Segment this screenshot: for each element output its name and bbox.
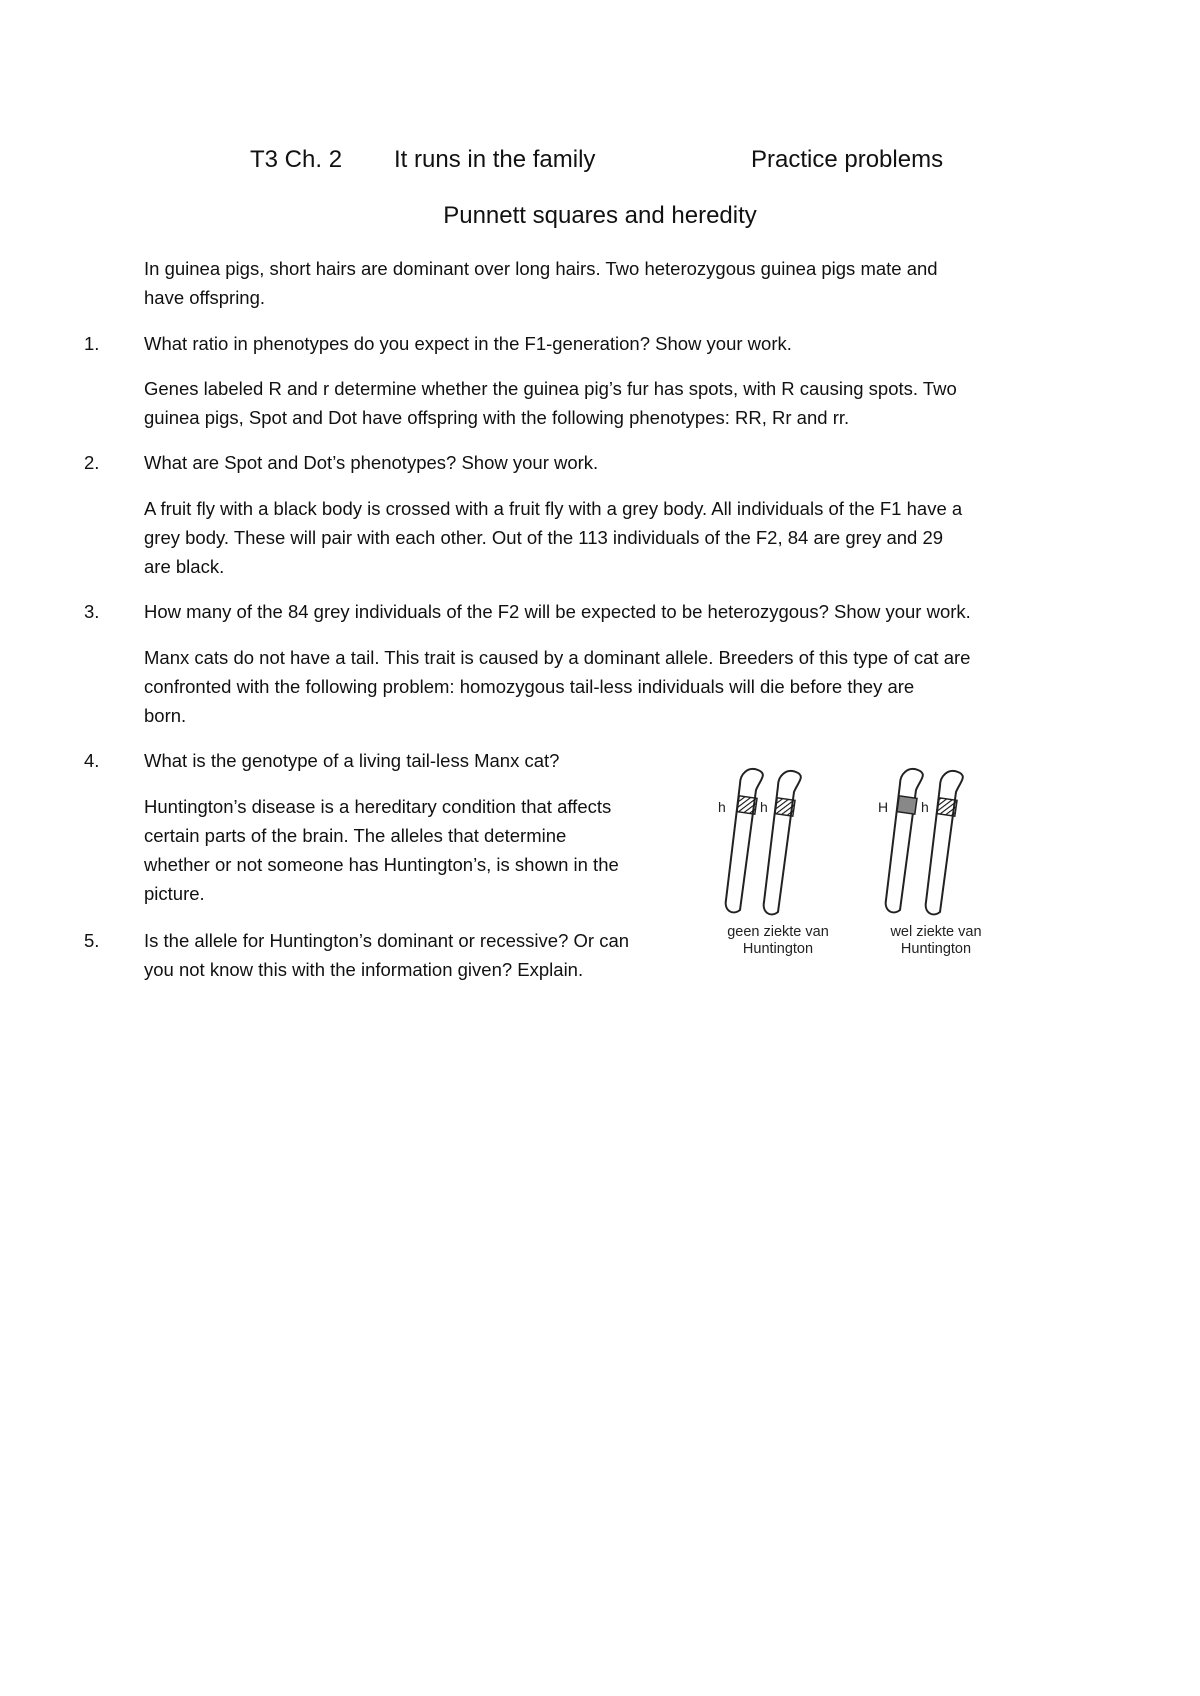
intro-line: confronted with the following problem: homozygous tail-less individuals will die before they are [144, 676, 915, 697]
question-text [144, 926, 629, 984]
allele-band [775, 798, 795, 816]
intro-line: grey body. These will pair with each other. Out of the 113 individuals of the F2, 84 are grey and 29 [144, 527, 944, 548]
intro-fruit-fly [144, 494, 962, 581]
chromosome [926, 771, 963, 914]
intro-line: are black. [144, 556, 225, 577]
document-subtitle: Punnett squares and heredity [443, 202, 757, 229]
chromosome-figure [718, 760, 1018, 960]
question-number: 3. [84, 601, 100, 622]
question-line: Is the allele for Huntington’s dominant or recessive? Or can [144, 930, 630, 951]
question-line: you not know this with the information given? Explain. [144, 959, 584, 980]
chromosome-pair-right [878, 769, 963, 914]
intro-line: picture. [144, 883, 205, 904]
caption-has-huntingtons [866, 924, 1006, 958]
document-header [0, 146, 1200, 180]
question-text: What are Spot and Dot’s phenotypes? Show your work. [144, 452, 599, 473]
caption-no-huntingtons [708, 924, 848, 958]
allele-label: h [718, 799, 726, 815]
intro-line: Genes labeled R and r determine whether the guinea pig’s fur has spots, with R causing spots. Two [144, 378, 957, 399]
intro-huntingtons [144, 792, 619, 908]
intro-line: born. [144, 705, 187, 726]
allele-band [937, 798, 957, 816]
chapter-title: It runs in the family [394, 146, 596, 173]
intro-line: In guinea pigs, short hairs are dominant over long hairs. Two heterozygous guinea pigs mate and [144, 258, 938, 279]
caption-line: Huntington [900, 941, 972, 957]
question-number: 4. [84, 750, 100, 771]
question-number: 5. [84, 930, 100, 951]
intro-guinea-pig-spots [144, 374, 957, 432]
intro-line: Huntington’s disease is a hereditary condition that affects [144, 796, 612, 817]
chromosome [886, 769, 923, 912]
intro-line: certain parts of the brain. The alleles that determine [144, 825, 567, 846]
chromosome [764, 771, 801, 914]
intro-line: guinea pigs, Spot and Dot have offspring with the following phenotypes: RR, Rr and rr. [144, 407, 850, 428]
allele-label: h [760, 799, 768, 815]
chromosome-pair-left [718, 769, 801, 914]
chromosome [726, 769, 763, 912]
intro-manx-cats [144, 643, 970, 730]
caption-line: geen ziekte van [727, 924, 829, 940]
intro-line: have offspring. [144, 287, 266, 308]
question-text: What is the genotype of a living tail-less Manx cat? [144, 750, 560, 771]
allele-label: H [878, 799, 889, 815]
question-number: 2. [84, 452, 100, 473]
allele-band [737, 796, 757, 814]
caption-line: Huntington [742, 941, 814, 957]
intro-guinea-pig-hair [144, 254, 938, 312]
chapter-code: T3 Ch. 2 [250, 146, 343, 173]
question-number: 1. [84, 333, 100, 354]
allele-band [897, 796, 917, 814]
intro-line: Manx cats do not have a tail. This trait is caused by a dominant allele. Breeders of this type of cat are [144, 647, 971, 668]
intro-line: A fruit fly with a black body is crossed with a fruit fly with a grey body. All individuals of the F1 have a [144, 498, 963, 519]
question-text: How many of the 84 grey individuals of the F2 will be expected to be heterozygous? Show your work. [144, 601, 971, 622]
allele-label: h [921, 799, 929, 815]
question-text: What ratio in phenotypes do you expect in the F1-generation? Show your work. [144, 333, 792, 354]
intro-line: whether or not someone has Huntington’s, is shown in the [144, 854, 619, 875]
caption-line: wel ziekte van [890, 924, 982, 940]
worksheet-type: Practice problems [751, 146, 944, 173]
